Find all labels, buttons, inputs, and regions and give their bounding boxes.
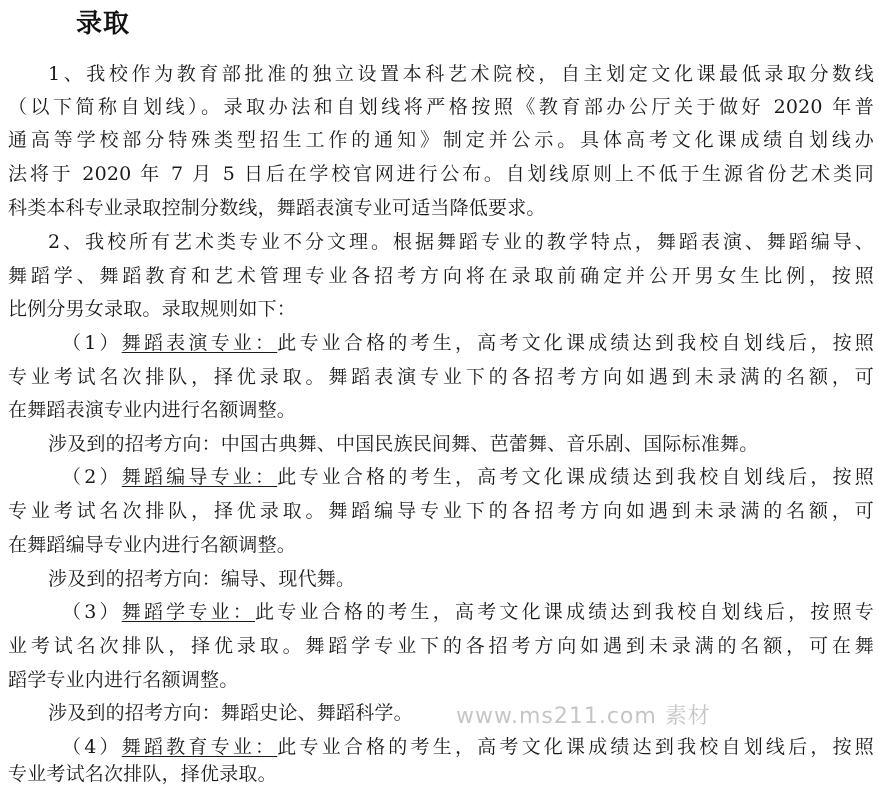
item-text: 此专业合格的考生，高考文化课成绩达到我校自划线后，按照专 [255, 601, 874, 623]
major-name-underlined: 舞蹈教育专业： [121, 736, 278, 758]
text-line: 业考试名次排队，择优录取。舞蹈学专业下的各招考方向如遇到未录满的名额，可在舞 [8, 635, 874, 657]
text-line: 涉及到的招考方向：中国古典舞、中国民族民间舞、芭蕾舞、音乐剧、国际标准舞。 [48, 433, 759, 455]
item-number: （4） [62, 736, 122, 758]
text-line: 蹈学专业内进行名额调整。 [8, 669, 239, 691]
text-line: 在舞蹈编导专业内进行名额调整。 [8, 534, 297, 556]
text-line: 1、我校作为教育部批准的独立设置本科艺术院校，自主划定文化课最低录取分数线 [48, 63, 874, 85]
numbered-item-line [62, 735, 874, 761]
major-name-underlined: 舞蹈学专业： [121, 601, 256, 623]
item-number: （2） [62, 466, 122, 488]
text-line: 2、我校所有艺术类专业不分文理。根据舞蹈专业的教学特点，舞蹈表演、舞蹈编导、 [48, 231, 874, 253]
watermark: www.ms211.com 素材 [456, 704, 711, 729]
text-line: 舞蹈学、舞蹈教育和艺术管理专业各招考方向将在录取前确定并公开男女生比例，按照 [8, 265, 874, 287]
numbered-item-line [62, 465, 874, 491]
numbered-item-line [62, 600, 874, 626]
section-heading: 录取 [76, 9, 131, 39]
text-line: 通高等学校部分特殊类型招生工作的通知》制定并公示。具体高考文化课成绩自划线办 [8, 129, 874, 151]
text-line: 涉及到的招考方向：编导、现代舞。 [48, 568, 356, 590]
item-text: 此专业合格的考生，高考文化课成绩达到我校自划线后，按照 [277, 466, 874, 488]
text-line: 科类本科专业录取控制分数线，舞蹈表演专业可适当降低要求。 [8, 197, 546, 219]
text-line: 法将于 2020 年 7 月 5 日后在学校官网进行公布。自划线原则上不低于生源省份艺术类同 [8, 163, 874, 185]
major-name-underlined: 舞蹈编导专业： [121, 466, 278, 488]
item-number: （1） [62, 332, 122, 354]
item-text: 此专业合格的考生，高考文化课成绩达到我校自划线后，按照 [277, 332, 874, 354]
item-number: （3） [62, 601, 122, 623]
text-line: （以下简称自划线）。录取办法和自划线将严格按照《教育部办公厅关于做好 2020 年普 [8, 96, 874, 118]
major-name-underlined: 舞蹈表演专业： [121, 332, 278, 354]
text-line: 专业考试名次排队，择优录取。 [8, 763, 277, 785]
numbered-item-line [62, 331, 874, 357]
text-line: 涉及到的招考方向：舞蹈史论、舞蹈科学。 [48, 702, 413, 724]
text-line: 专业考试名次排队，择优录取。舞蹈表演专业下的各招考方向如遇到未录满的名额，可 [8, 366, 874, 388]
text-line: 专业考试名次排队，择优录取。舞蹈编导专业下的各招考方向如遇到未录满的名额，可 [8, 500, 874, 522]
text-line: 在舞蹈表演专业内进行名额调整。 [8, 399, 297, 421]
item-text: 此专业合格的考生，高考文化课成绩达到我校自划线后，按照 [277, 736, 874, 758]
text-line: 比例分男女录取。录取规则如下： [8, 298, 297, 320]
